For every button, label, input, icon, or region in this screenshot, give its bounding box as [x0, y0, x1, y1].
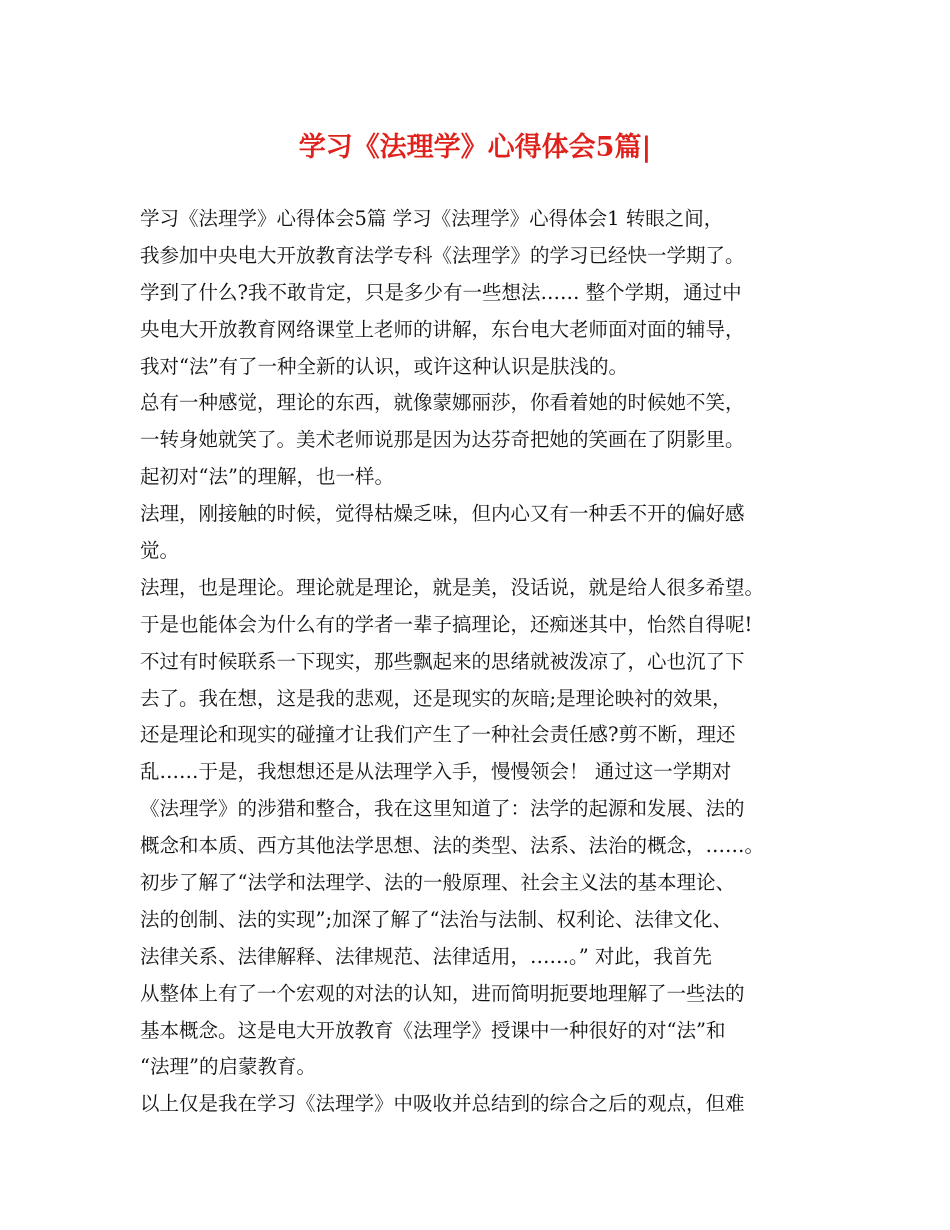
text-line: 还是理论和现实的碰撞才让我们产生了一种社会责任感?剪不断，理还: [140, 723, 736, 747]
paragraph: [140, 496, 830, 570]
text-line: 学到了什么?我不敢肯定，只是多少有一些想法…… 整个学期，通过中: [140, 280, 742, 304]
text-line: 基本概念。这是电大开放教育《法理学》授课中一种很好的对“法”和: [140, 1018, 726, 1042]
document-title: 学习《法理学》心得体会5篇|: [298, 132, 652, 163]
text-line: 央电大开放教育网络课堂上老师的讲解，东台电大老师面对面的辅导，: [140, 317, 745, 341]
text-line: 总有一种感觉，理论的东西，就像蒙娜丽莎，你看着她的时候她不笑，: [140, 391, 745, 415]
text-line: 我参加中央电大开放教育法学专科《法理学》的学习已经快一学期了。: [140, 243, 745, 267]
text-line: 不过有时候联系一下现实，那些飘起来的思绪就被泼凉了，心也沉了下: [140, 649, 745, 673]
text-line: 概念和本质、西方其他法学思想、法的类型、法系、法治的概念，……。: [140, 834, 765, 858]
text-line: 从整体上有了一个宏观的对法的认知，进而简明扼要地理解了一些法的: [140, 981, 745, 1005]
text-line: “法理”的启蒙教育。: [140, 1055, 316, 1079]
text-line: 以上仅是我在学习《法理学》中吸收并总结到的综合之后的观点，但难: [140, 1092, 745, 1116]
text-line: 去了。我在想，这是我的悲观，还是现实的灰暗;是理论映衬的效果，: [140, 686, 732, 710]
paragraph: [140, 570, 830, 1086]
text-line: 我对“法”有了一种全新的认识，或许这种认识是肤浅的。: [140, 354, 628, 378]
text-line: 法理，也是理论。理论就是理论，就是美，没话说，就是给人很多希望。: [140, 575, 765, 599]
paragraph: [140, 385, 830, 496]
document-body: [140, 201, 830, 1123]
text-line: 于是也能体会为什么有的学者一辈子搞理论，还痴迷其中，怡然自得呢!: [140, 612, 753, 636]
text-line: 法律关系、法律解释、法律规范、法律适用，……。” 对此，我首先: [140, 944, 712, 968]
text-line: 乱……于是，我想想还是从法理学入手，慢慢领会！ 通过这一学期对: [140, 760, 732, 784]
text-line: 起初对“法”的理解，也一样。: [140, 465, 394, 489]
paragraph: [140, 201, 830, 385]
text-line: 《法理学》的涉猎和整合，我在这里知道了：法学的起源和发展、法的: [140, 797, 745, 821]
text-line: 学习《法理学》心得体会5篇 学习《法理学》心得体会1 转眼之间，: [140, 207, 724, 230]
text-line: 法的创制、法的实现”;加深了解了“法治与法制、权利论、法律文化、: [140, 907, 733, 931]
text-line: 一转身她就笑了。美术老师说那是因为达芬奇把她的笑画在了阴影里。: [140, 428, 745, 452]
text-line: 觉。: [140, 539, 180, 563]
paragraph: [140, 1086, 830, 1123]
text-line: 法理，刚接触的时候，觉得枯燥乏味，但内心又有一种丢不开的偏好感: [140, 502, 745, 526]
text-line: 初步了解了“法学和法理学、法的一般原理、社会主义法的基本理论、: [140, 871, 735, 895]
